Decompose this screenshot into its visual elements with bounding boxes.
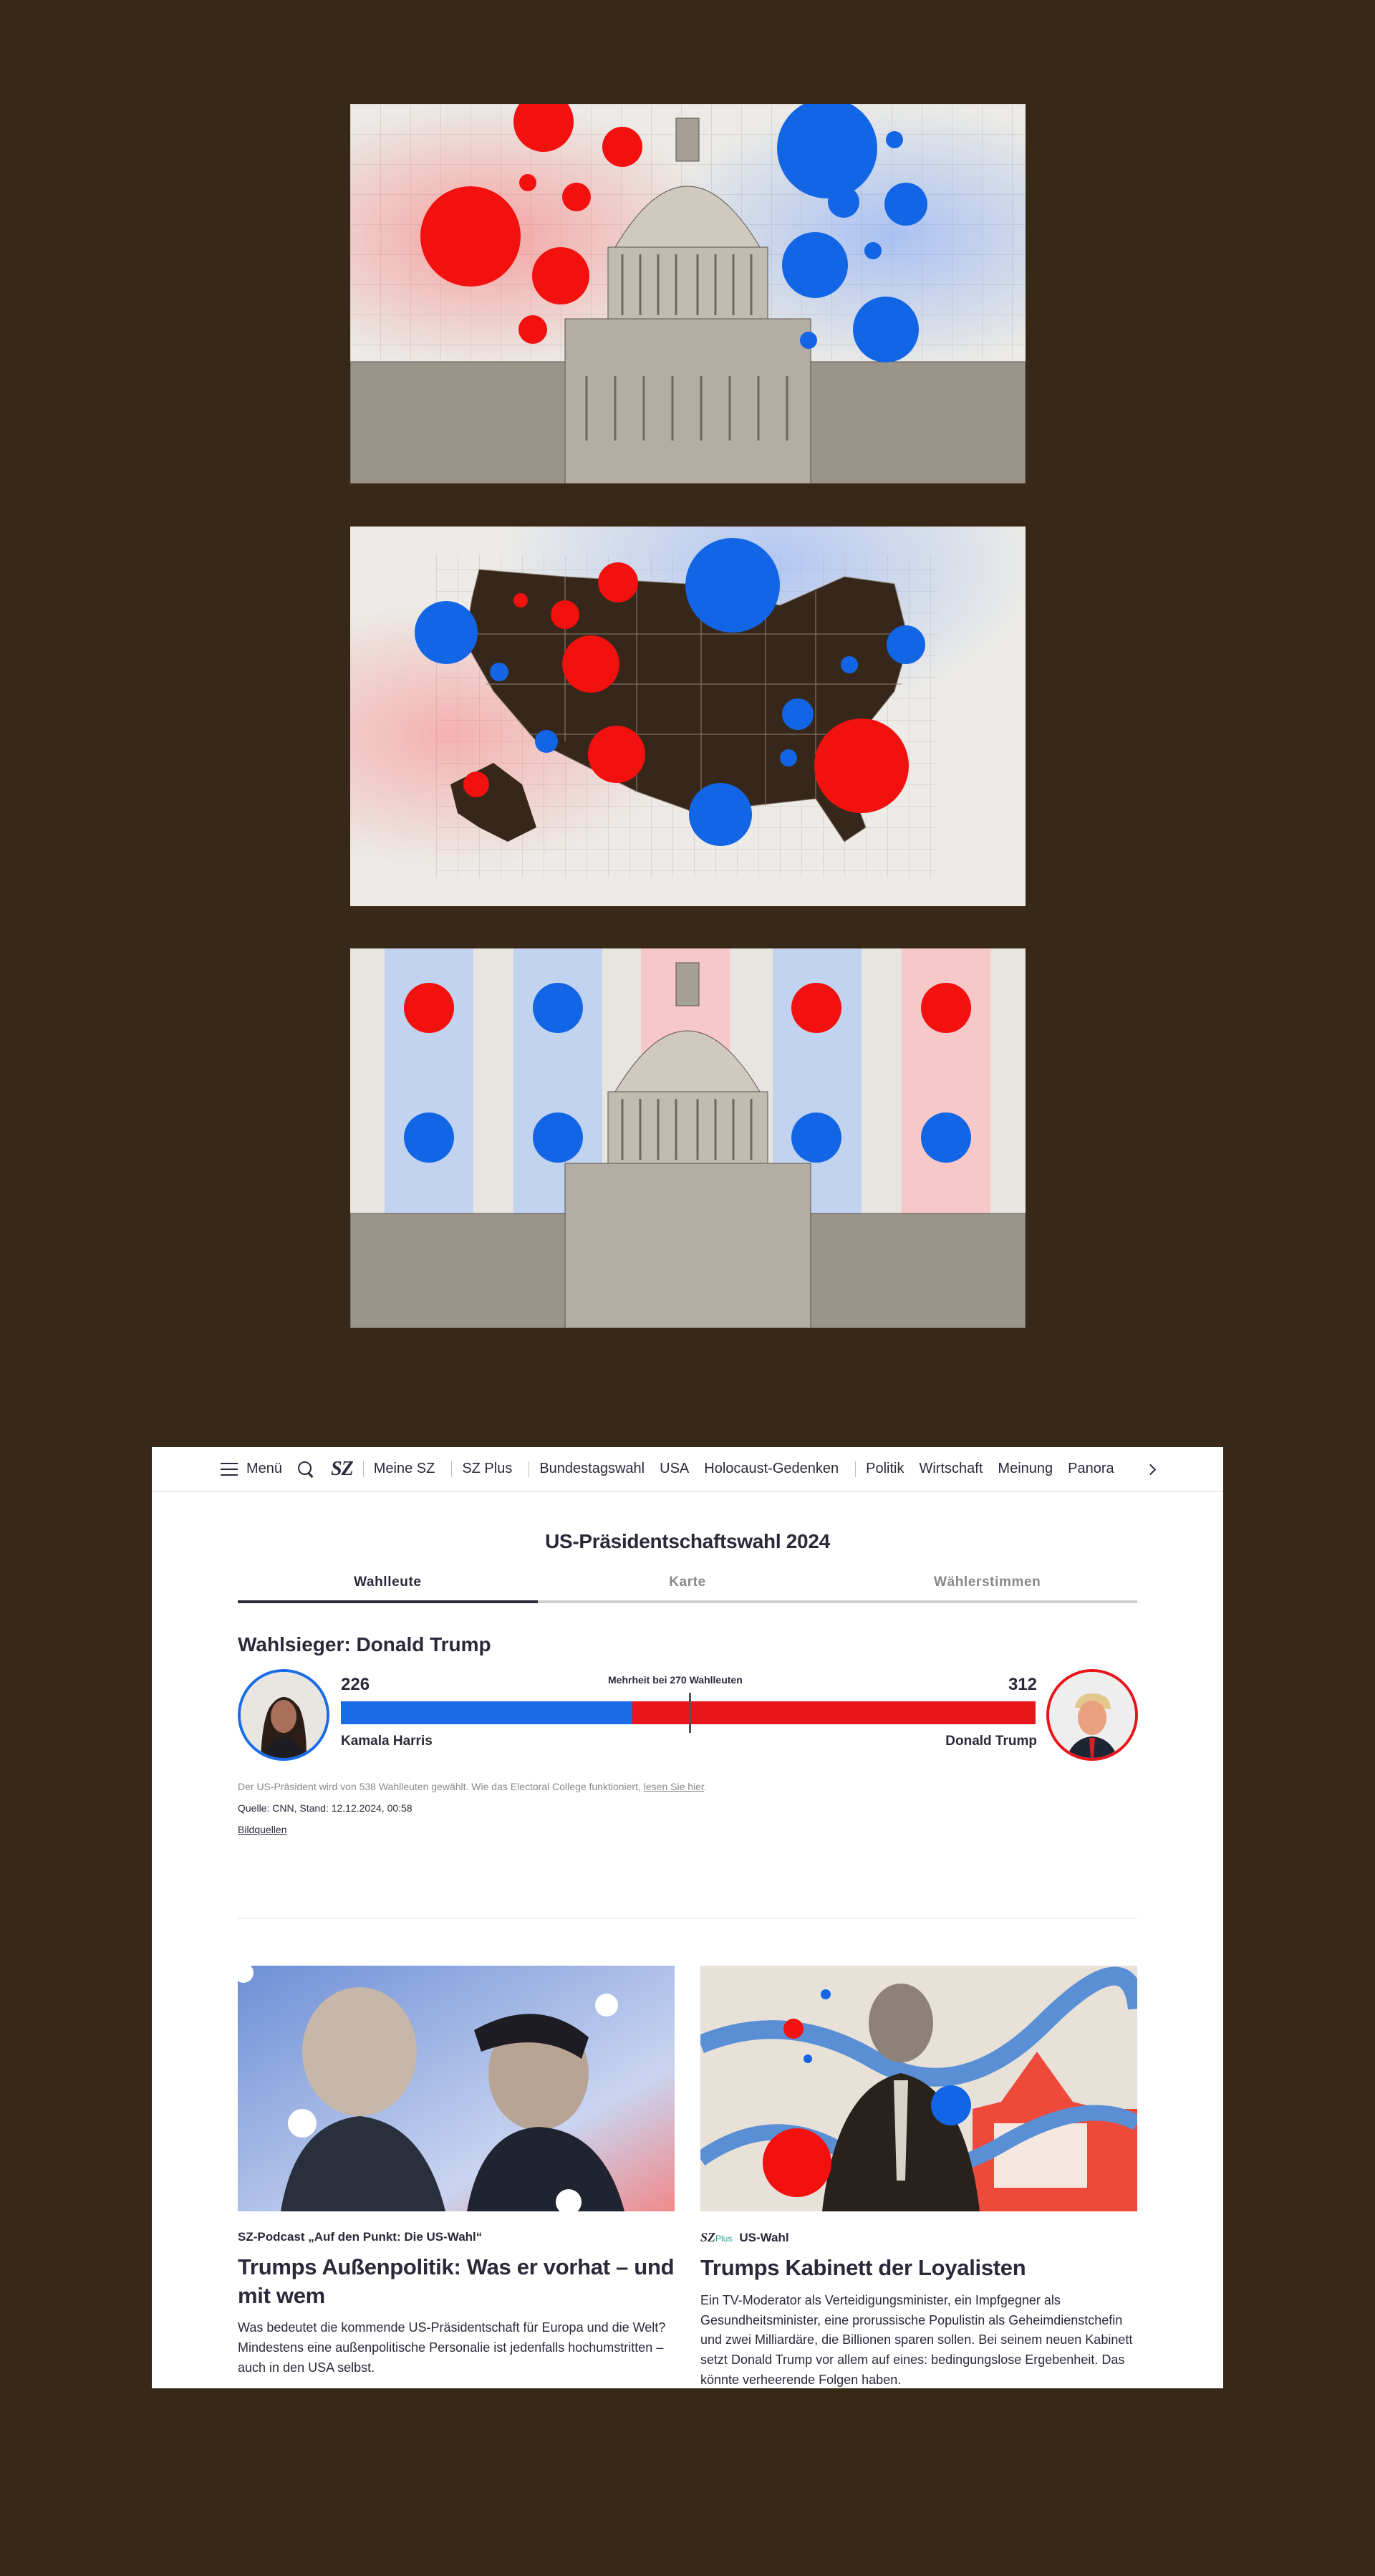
article-headline[interactable]: Trumps Kabinett der Loyalisten [700, 2255, 1026, 2280]
top-navigation [152, 1447, 1223, 1491]
note-text: Der US-Präsident wird von 538 Wahlleuten gewählt. Wie das Electoral College funktioniert, [238, 1781, 641, 1792]
nav-item-holocaust-gedenken[interactable]: Holocaust-Gedenken [704, 1461, 839, 1476]
menu-label: Menü [246, 1461, 283, 1476]
article-image[interactable] [700, 1966, 1137, 2211]
majority-marker [689, 1693, 691, 1733]
sz-plus-badge [700, 2230, 732, 2245]
trump-electoral-votes: 312 [1008, 1675, 1037, 1694]
trump-avatar [1046, 1669, 1138, 1761]
sz-election-page [152, 1447, 1223, 2388]
menu-button[interactable] [221, 1461, 282, 1477]
capitol-bubbles-illustration [350, 104, 1026, 484]
hamburger-icon [221, 1463, 238, 1476]
nav-separator [363, 1461, 364, 1477]
nav-separator [451, 1461, 452, 1477]
nav-items [362, 1461, 1129, 1477]
chevron-right-icon[interactable] [1140, 1461, 1160, 1478]
article-teaser: Ein TV-Moderator als Verteidigungsminister, ein Impfgegner als Gesundheitsminister, eine prorussische Populistin als Geheimdienstchefin und zwei Milliardäre, die Billionen sparen sollen. Bei seinem neuen Kabinett setzt Donald Trump vor allem auf eines: bedingungslose Ergebenheit. Das könnte verheerende Folgen haben. [700, 2292, 1133, 2388]
nav-item-usa[interactable]: USA [660, 1461, 690, 1476]
article-card[interactable] [700, 1966, 1137, 2388]
electoral-vote-bar [341, 1701, 1036, 1724]
election-tabs [238, 1575, 1137, 1603]
electoral-college-note: Der US-Präsident wird von 538 Wahlleuten gewählt. Wie das Electoral College funktioniert, lesen Sie hier. [238, 1781, 707, 1792]
nav-item-sz-plus[interactable]: SZ Plus [462, 1461, 513, 1476]
tab-wahlleute[interactable]: Wahlleute [238, 1575, 538, 1603]
source-line: Quelle: CNN, Stand: 12.12.2024, 00:58 [238, 1802, 412, 1814]
tab-waehlerstimmen[interactable]: Wählerstimmen [837, 1575, 1137, 1603]
sz-logo[interactable]: SZ [331, 1457, 353, 1480]
search-icon[interactable] [296, 1460, 315, 1479]
capitol-stripes-illustration [350, 948, 1026, 1328]
nav-item-meine-sz[interactable]: Meine SZ [373, 1461, 435, 1476]
harris-avatar [238, 1669, 329, 1761]
article-teaser: Was bedeutet die kommende US-Präsidentschaft für Europa und die Welt? Mindestens eine außenpolitische Personalie ist jedenfalls hochumstritten – auch in den USA selbst. [238, 2320, 666, 2375]
article-card[interactable] [238, 1966, 675, 2378]
plus-badge-logo: SZ [700, 2230, 716, 2244]
harris-name: Kamala Harris [341, 1734, 433, 1749]
nav-item-politik[interactable]: Politik [866, 1461, 904, 1476]
winner-heading: Wahlsieger: Donald Trump [238, 1633, 491, 1655]
article-image[interactable] [238, 1966, 675, 2211]
kicker-text: SZ-Podcast „Auf den Punkt: Die US-Wahl“ [238, 2230, 483, 2244]
majority-label: Mehrheit bei 270 Wahlleuten [608, 1674, 743, 1686]
kicker-text: US-Wahl [739, 2230, 789, 2244]
nav-item-bundestagswahl[interactable]: Bundestagswahl [539, 1461, 645, 1476]
harris-bar-segment [341, 1701, 632, 1724]
nav-item-wirtschaft[interactable]: Wirtschaft [919, 1461, 983, 1476]
article-kicker [238, 2230, 675, 2244]
note-link[interactable]: lesen Sie hier [643, 1781, 704, 1792]
nav-item-panorama[interactable]: Panora [1068, 1461, 1114, 1476]
article-headline[interactable]: Trumps Außenpolitik: Was er vorhat – und mit wem [238, 2254, 675, 2308]
nav-item-meinung[interactable]: Meinung [998, 1461, 1053, 1476]
tab-karte[interactable]: Karte [538, 1575, 838, 1603]
trump-name: Donald Trump [945, 1734, 1037, 1749]
trump-bar-segment [632, 1701, 1036, 1724]
image-credits-link[interactable]: Bildquellen [238, 1824, 287, 1835]
us-map-bubbles-illustration [350, 527, 1026, 906]
page-title: US-Präsidentschaftswahl 2024 [545, 1530, 830, 1552]
harris-electoral-votes: 226 [341, 1675, 370, 1694]
article-kicker [700, 2230, 1137, 2245]
plus-badge-suffix: Plus [715, 2234, 733, 2244]
nav-separator [855, 1461, 856, 1477]
